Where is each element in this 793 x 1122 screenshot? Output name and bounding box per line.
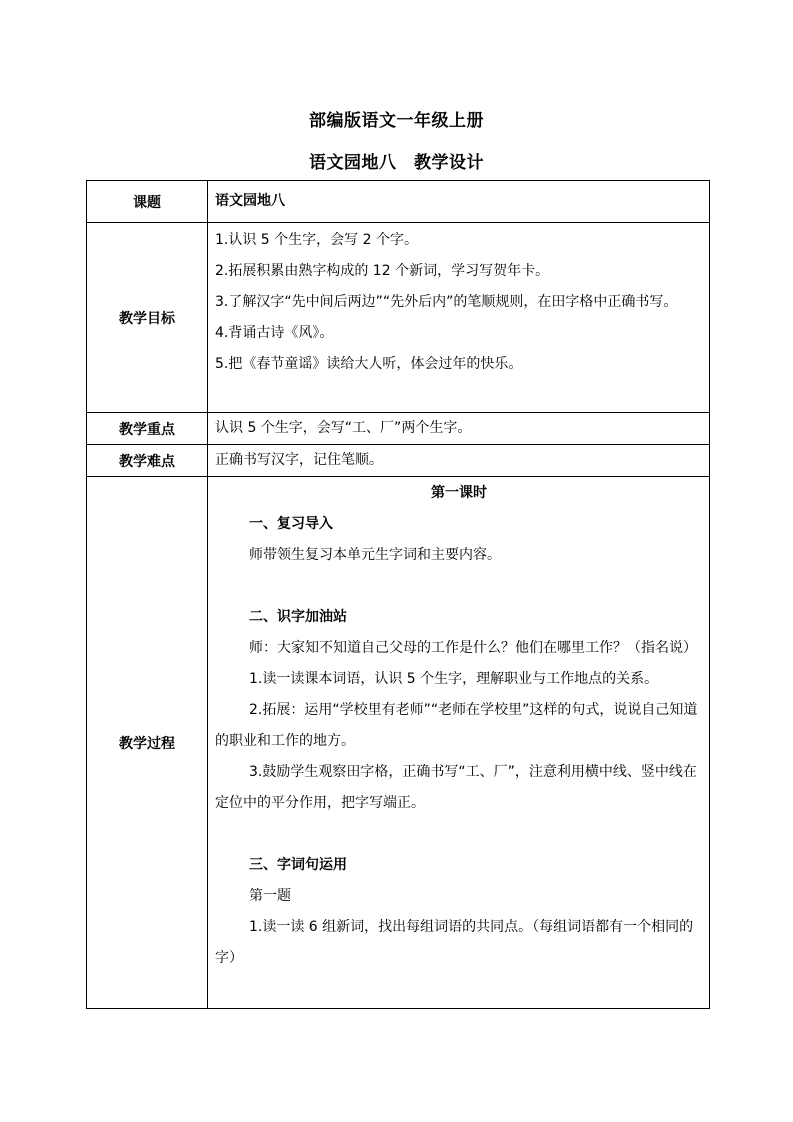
difficulties-value: 正确书写汉字，记住笔顺。 — [208, 445, 710, 477]
lesson-title: 第一课时 — [431, 485, 487, 501]
goals-content — [208, 223, 710, 413]
lesson-plan-table — [86, 180, 710, 1009]
section-text: 师：大家知不知道自己父母的工作是什么？他们在哪里工作？（指名说） — [249, 640, 697, 656]
section-heading: 二、识字加油站 — [249, 609, 347, 625]
table-row-difficulties — [87, 445, 710, 477]
topic-value: 语文园地八 — [208, 181, 710, 223]
table-row-goals — [87, 223, 710, 413]
section-text: 师带领生复习本单元生字词和主要内容。 — [249, 547, 501, 563]
key-points-value: 认识 5 个生字，会写“工、厂”两个生字。 — [208, 413, 710, 445]
topic-label: 课题 — [87, 181, 208, 223]
process-label: 教学过程 — [87, 477, 208, 1009]
document-title: 部编版语文一年级上册 — [309, 111, 484, 131]
table-row-topic — [87, 181, 710, 223]
spacer — [215, 819, 703, 850]
goals-label: 教学目标 — [87, 223, 208, 413]
goal-item: 2.拓展积累由熟字构成的 12 个新词，学习写贺年卡。 — [215, 263, 550, 279]
table-row-key-points — [87, 413, 710, 445]
section-item: 3.鼓励学生观察田字格，正确书写“工、厂”，注意利用横中线、竖中线在定位中的平分作用，把字写端正。 — [215, 764, 697, 811]
section-subheading: 第一题 — [249, 888, 291, 904]
section-heading: 三、字词句运用 — [249, 857, 347, 873]
section-item: 1.读一读 6 组新词，找出每组词语的共同点。（每组词语都有一个相同的字） — [215, 919, 694, 966]
difficulties-label: 教学难点 — [87, 445, 208, 477]
section-item: 1.读一读课本词语，认识 5 个生字，理解职业与工作地点的关系。 — [249, 671, 659, 687]
section-heading: 一、复习导入 — [249, 516, 333, 532]
section-item: 2.拓展：运用“学校里有老师”“老师在学校里”这样的句式，说说自己知道的职业和工作的地方。 — [215, 702, 698, 749]
spacer — [215, 571, 703, 602]
table-row-process — [87, 477, 710, 1009]
document-subtitle: 语文园地八 教学设计 — [309, 153, 484, 173]
goal-item: 5.把《春节童谣》读给大人听，体会过年的快乐。 — [215, 356, 523, 372]
process-content — [208, 477, 710, 1009]
goal-item: 1.认识 5 个生字，会写 2 个字。 — [215, 232, 418, 248]
goal-item: 4.背诵古诗《风》。 — [215, 325, 334, 341]
key-points-label: 教学重点 — [87, 413, 208, 445]
goal-item: 3.了解汉字“先中间后两边”“先外后内”的笔顺规则，在田字格中正确书写。 — [215, 294, 678, 310]
